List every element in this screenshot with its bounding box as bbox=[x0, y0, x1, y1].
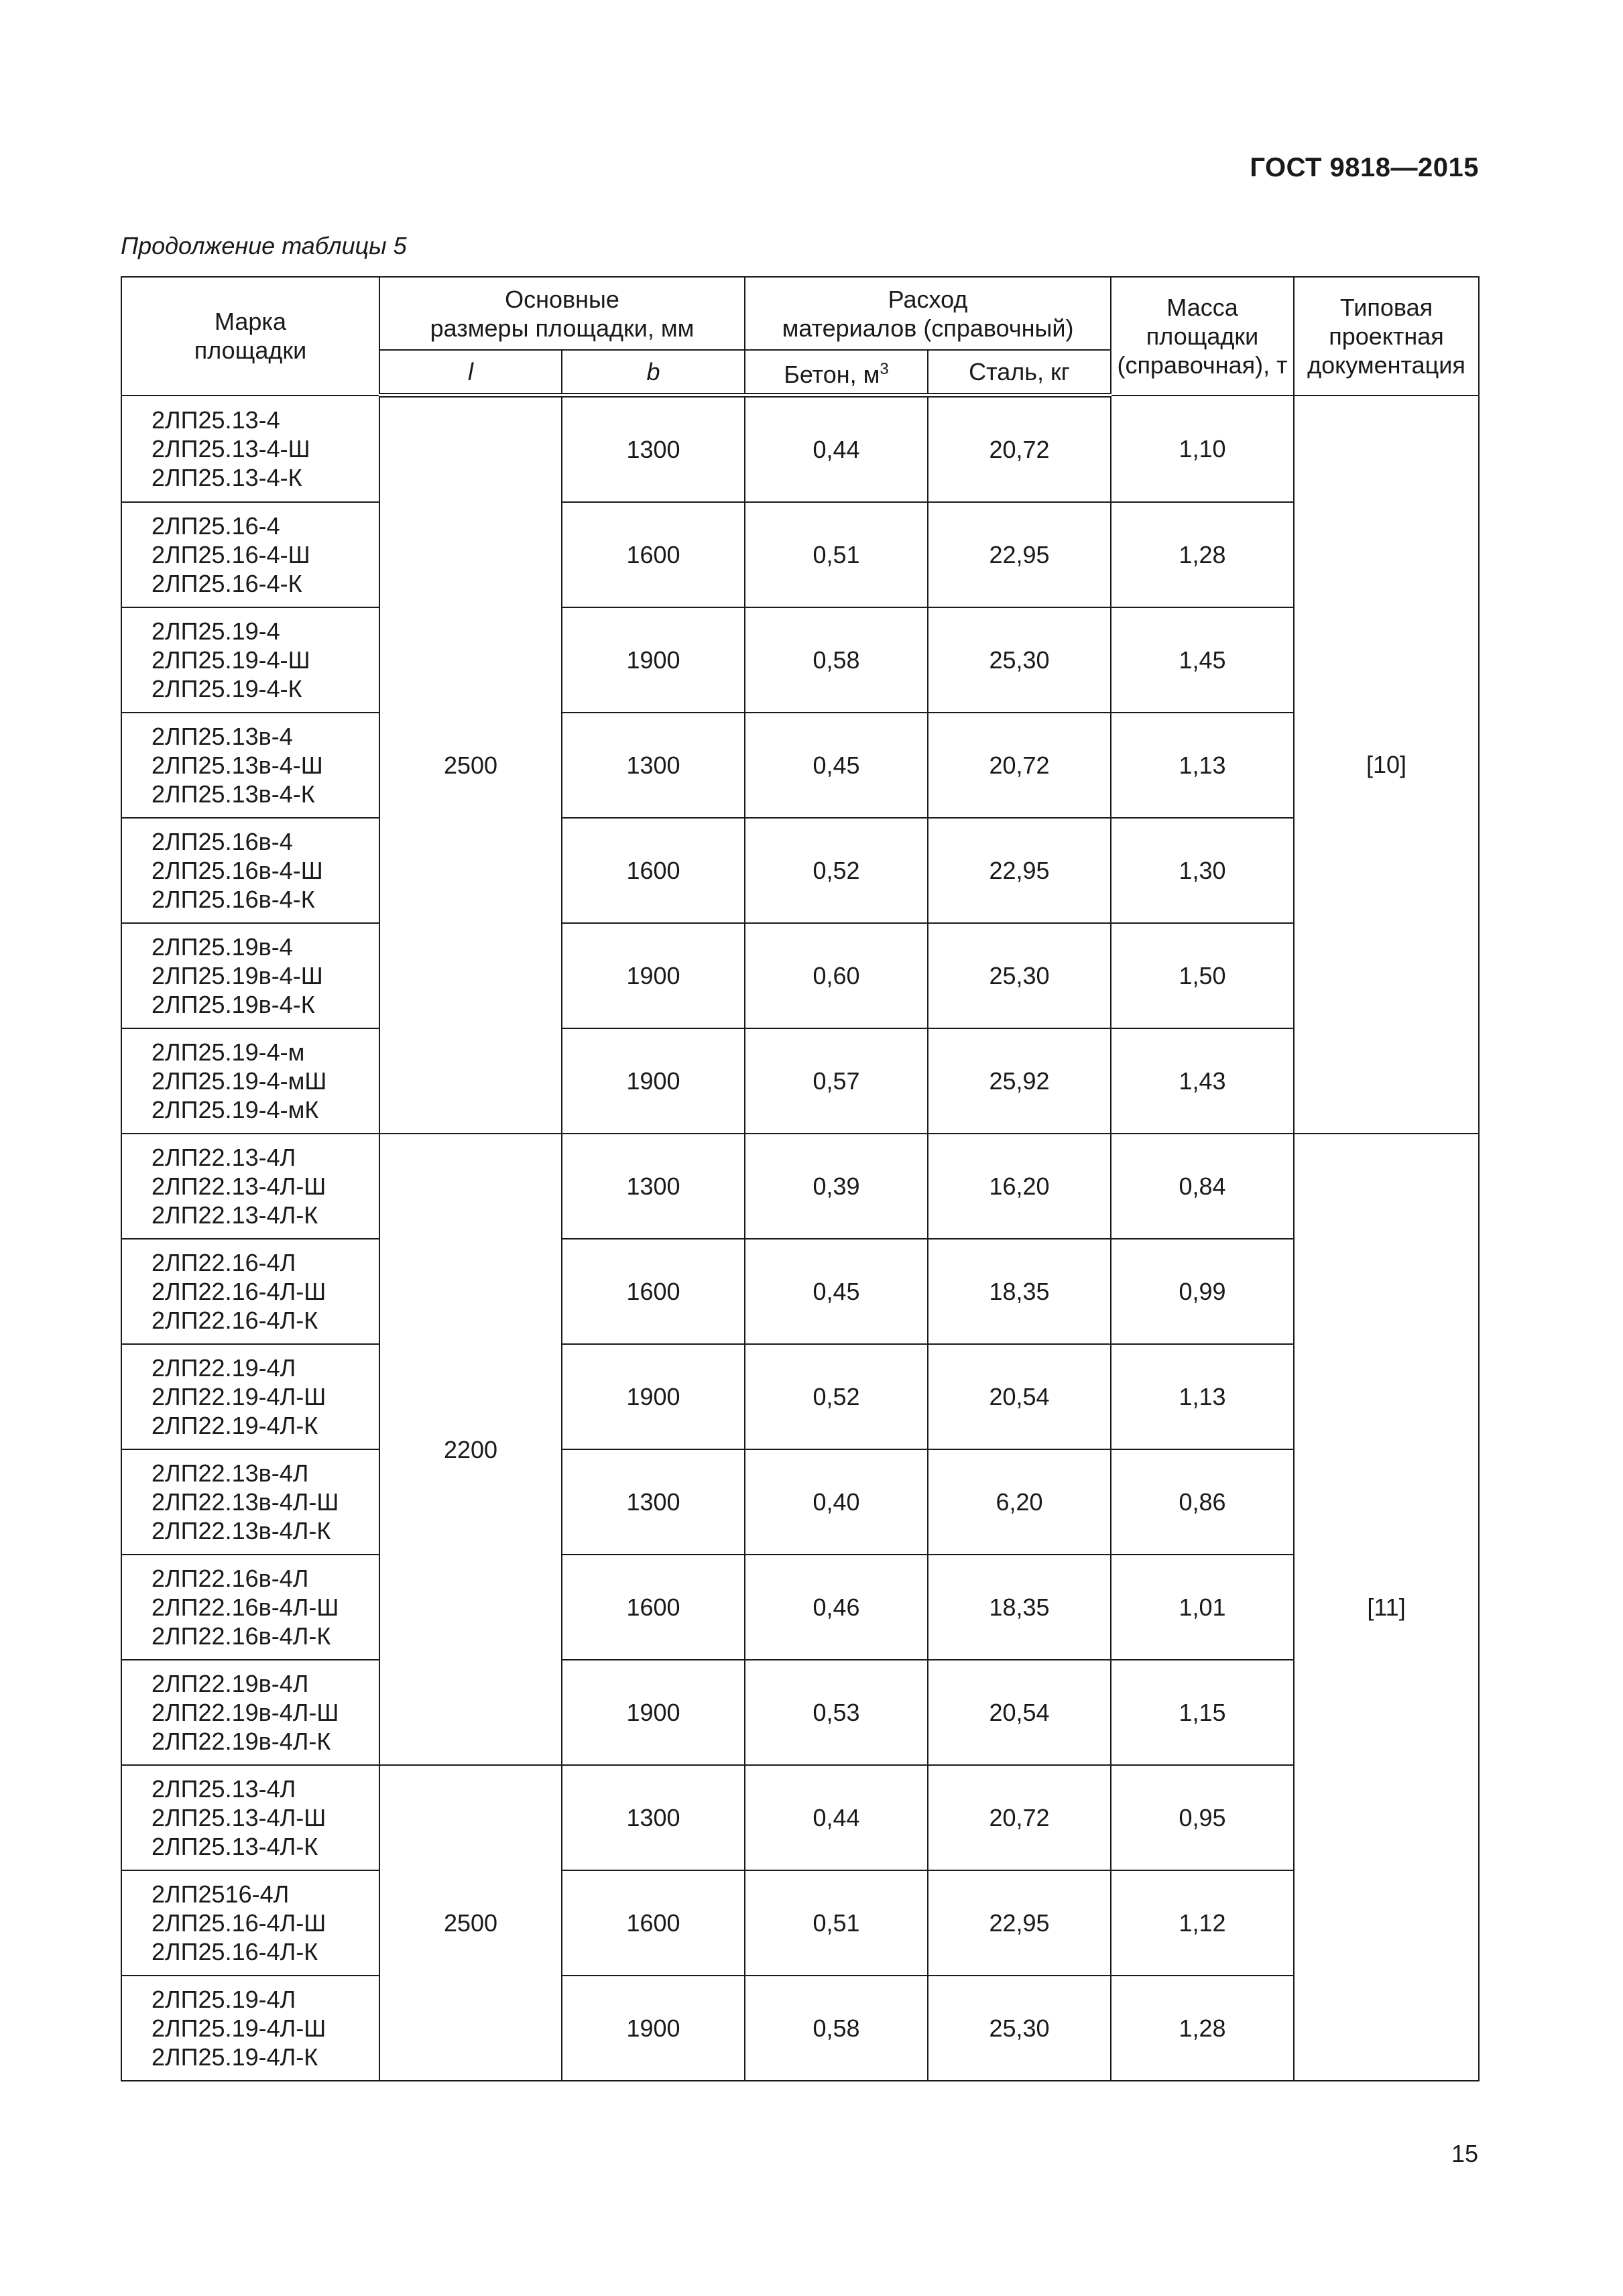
header-docs bbox=[1294, 277, 1479, 396]
header-b: b bbox=[562, 350, 745, 396]
mark-code: 2ЛП22.19-4Л-Ш bbox=[152, 1383, 326, 1410]
header-mark-line: площадки bbox=[194, 337, 307, 365]
mark-code: 2ЛП25.13в-4-Ш bbox=[152, 751, 323, 779]
header-docs-line: проектная bbox=[1329, 322, 1444, 350]
cell-mass: 1,13 bbox=[1111, 1344, 1294, 1449]
cell-b: 1900 bbox=[562, 923, 745, 1028]
cell-concrete: 0,45 bbox=[745, 713, 928, 818]
page-number: 15 bbox=[1451, 2140, 1478, 2167]
table-row bbox=[121, 713, 1479, 818]
table-row bbox=[121, 1449, 1479, 1555]
cell-mass: 1,30 bbox=[1111, 818, 1294, 923]
mark-code: 2ЛП25.13-4-К bbox=[152, 463, 302, 491]
table-caption: Продолжение таблицы 5 bbox=[121, 232, 407, 259]
cell-b: 1600 bbox=[562, 1239, 745, 1344]
header-mass-line: (справочная), т bbox=[1117, 351, 1288, 379]
cell-steel: 18,35 bbox=[928, 1555, 1111, 1660]
cell-mark bbox=[121, 1344, 379, 1449]
table-row bbox=[121, 502, 1479, 607]
cell-b: 1900 bbox=[562, 1660, 745, 1765]
cell-mass: 1,45 bbox=[1111, 607, 1294, 713]
header-mass bbox=[1111, 277, 1294, 396]
table-row bbox=[121, 923, 1479, 1028]
cell-mark bbox=[121, 1449, 379, 1555]
mark-code: 2ЛП22.16-4Л-Ш bbox=[152, 1278, 326, 1305]
header-materials bbox=[745, 277, 1111, 350]
mark-code: 2ЛП25.19-4-м bbox=[152, 1038, 305, 1066]
mark-code: 2ЛП25.16-4Л-К bbox=[152, 1938, 318, 1966]
cell-steel: 25,30 bbox=[928, 1976, 1111, 2081]
mark-code: 2ЛП25.13в-4 bbox=[152, 723, 293, 750]
cell-mark bbox=[121, 1660, 379, 1765]
cell-l: 2500 bbox=[379, 1765, 562, 2081]
mark-code: 2ЛП22.19в-4Л bbox=[152, 1670, 309, 1697]
cell-steel: 20,72 bbox=[928, 1765, 1111, 1870]
cell-b: 1600 bbox=[562, 1870, 745, 1976]
cell-l: 2200 bbox=[379, 1134, 562, 1765]
cell-concrete: 0,60 bbox=[745, 923, 928, 1028]
mark-code: 2ЛП2516-4Л bbox=[152, 1880, 290, 1908]
cell-concrete: 0,52 bbox=[745, 818, 928, 923]
table-row bbox=[121, 1344, 1479, 1449]
cell-b: 1900 bbox=[562, 1976, 745, 2081]
cell-steel: 22,95 bbox=[928, 818, 1111, 923]
cell-mark bbox=[121, 923, 379, 1028]
header-mass-line: площадки bbox=[1146, 322, 1259, 350]
cell-mark bbox=[121, 818, 379, 923]
cell-mark bbox=[121, 502, 379, 607]
table-row bbox=[121, 1976, 1479, 2081]
mark-code: 2ЛП22.13в-4Л-Ш bbox=[152, 1488, 339, 1516]
cell-mass: 0,95 bbox=[1111, 1765, 1294, 1870]
cell-concrete: 0,51 bbox=[745, 502, 928, 607]
cell-mass: 1,28 bbox=[1111, 502, 1294, 607]
cell-mark bbox=[121, 396, 379, 503]
mark-code: 2ЛП22.13-4Л-К bbox=[152, 1201, 318, 1229]
table-row bbox=[121, 607, 1479, 713]
mark-code: 2ЛП25.13-4 bbox=[152, 406, 280, 434]
cell-concrete: 0,57 bbox=[745, 1028, 928, 1134]
cell-b: 1600 bbox=[562, 1555, 745, 1660]
mark-code: 2ЛП25.19-4Л bbox=[152, 1986, 296, 2013]
mark-code: 2ЛП22.16в-4Л-К bbox=[152, 1622, 331, 1650]
header-docs-line: документация bbox=[1307, 351, 1465, 379]
cell-concrete: 0,58 bbox=[745, 1976, 928, 2081]
table-row bbox=[121, 1134, 1479, 1239]
cell-concrete: 0,39 bbox=[745, 1134, 928, 1239]
cell-b: 1600 bbox=[562, 818, 745, 923]
cell-steel: 18,35 bbox=[928, 1239, 1111, 1344]
mark-code: 2ЛП25.16-4-К bbox=[152, 570, 302, 597]
mark-code: 2ЛП25.16-4 bbox=[152, 512, 280, 540]
cell-mass: 1,12 bbox=[1111, 1870, 1294, 1976]
mark-code: 2ЛП25.19-4Л-Ш bbox=[152, 2014, 326, 2042]
cell-mass: 0,86 bbox=[1111, 1449, 1294, 1555]
mark-code: 2ЛП22.19в-4Л-К bbox=[152, 1728, 331, 1755]
cell-concrete: 0,40 bbox=[745, 1449, 928, 1555]
cell-b: 1900 bbox=[562, 607, 745, 713]
cell-mass: 1,15 bbox=[1111, 1660, 1294, 1765]
table-row bbox=[121, 818, 1479, 923]
cell-steel: 20,54 bbox=[928, 1344, 1111, 1449]
mark-code: 2ЛП25.16в-4-Ш bbox=[152, 857, 323, 884]
mark-code: 2ЛП22.13-4Л-Ш bbox=[152, 1172, 326, 1200]
table-row bbox=[121, 1555, 1479, 1660]
cell-mark bbox=[121, 1134, 379, 1239]
cell-steel: 25,30 bbox=[928, 923, 1111, 1028]
cell-b: 1300 bbox=[562, 1765, 745, 1870]
cell-mass: 1,10 bbox=[1111, 396, 1294, 503]
cell-concrete: 0,52 bbox=[745, 1344, 928, 1449]
cell-mark bbox=[121, 1028, 379, 1134]
header-l: l bbox=[379, 350, 562, 396]
header-materials-line: материалов (справочный) bbox=[782, 314, 1074, 342]
header-mark bbox=[121, 277, 379, 396]
cell-steel: 16,20 bbox=[928, 1134, 1111, 1239]
mark-code: 2ЛП25.19-4 bbox=[152, 617, 280, 645]
cell-b: 1600 bbox=[562, 502, 745, 607]
cell-concrete: 0,58 bbox=[745, 607, 928, 713]
header-main-dims-line: Основные bbox=[505, 285, 619, 313]
cell-mark bbox=[121, 1555, 379, 1660]
table-header bbox=[121, 277, 1479, 396]
header-docs-line: Типовая bbox=[1339, 293, 1433, 321]
mark-code: 2ЛП25.19в-4-Ш bbox=[152, 962, 323, 989]
cell-concrete: 0,46 bbox=[745, 1555, 928, 1660]
cell-mark bbox=[121, 607, 379, 713]
mark-code: 2ЛП25.16в-4 bbox=[152, 828, 293, 855]
cell-mark bbox=[121, 1239, 379, 1344]
cell-mass: 0,99 bbox=[1111, 1239, 1294, 1344]
cell-b: 1900 bbox=[562, 1344, 745, 1449]
cell-b: 1300 bbox=[562, 1134, 745, 1239]
mark-code: 2ЛП22.16в-4Л bbox=[152, 1565, 309, 1592]
mark-code: 2ЛП25.13в-4-К bbox=[152, 780, 315, 808]
cell-concrete: 0,44 bbox=[745, 396, 928, 503]
table-row bbox=[121, 1765, 1479, 1870]
cell-concrete: 0,45 bbox=[745, 1239, 928, 1344]
cell-mark bbox=[121, 1976, 379, 2081]
mark-code: 2ЛП25.16-4-Ш bbox=[152, 541, 310, 568]
cell-steel: 22,95 bbox=[928, 1870, 1111, 1976]
cell-steel: 20,72 bbox=[928, 713, 1111, 818]
mark-code: 2ЛП25.16в-4-К bbox=[152, 886, 315, 913]
table-row bbox=[121, 396, 1479, 503]
cell-mark bbox=[121, 1765, 379, 1870]
cell-docs: [11] bbox=[1294, 1134, 1479, 2081]
mark-code: 2ЛП22.16-4Л bbox=[152, 1249, 296, 1276]
cell-b: 1900 bbox=[562, 1028, 745, 1134]
header-mass-line: Масса bbox=[1166, 293, 1238, 321]
mark-code: 2ЛП22.13в-4Л-К bbox=[152, 1517, 331, 1545]
mark-code: 2ЛП22.13-4Л bbox=[152, 1144, 296, 1171]
cell-b: 1300 bbox=[562, 396, 745, 503]
mark-code: 2ЛП25.16-4Л-Ш bbox=[152, 1909, 326, 1937]
header-concrete bbox=[745, 350, 928, 396]
header-main-dims-line: размеры площадки, мм bbox=[430, 314, 695, 342]
header-materials-line: Расход bbox=[888, 285, 968, 313]
mark-code: 2ЛП25.19-4Л-К bbox=[152, 2043, 318, 2071]
header-mark-line: Марка bbox=[215, 308, 286, 336]
cell-mass: 1,13 bbox=[1111, 713, 1294, 818]
cell-steel: 25,92 bbox=[928, 1028, 1111, 1134]
mark-code: 2ЛП25.19-4-мШ bbox=[152, 1067, 327, 1095]
mark-code: 2ЛП25.13-4-Ш bbox=[152, 434, 310, 463]
mark-code: 2ЛП22.19-4Л bbox=[152, 1354, 296, 1382]
cell-l: 2500 bbox=[379, 396, 562, 1134]
cell-steel: 22,95 bbox=[928, 502, 1111, 607]
mark-code: 2ЛП22.19в-4Л-Ш bbox=[152, 1699, 339, 1726]
cell-mark bbox=[121, 713, 379, 818]
cell-mark bbox=[121, 1870, 379, 1976]
cell-concrete: 0,53 bbox=[745, 1660, 928, 1765]
mark-code: 2ЛП25.19в-4-К bbox=[152, 991, 315, 1018]
header-concrete-label: Бетон, м bbox=[784, 361, 880, 388]
cell-mass: 0,84 bbox=[1111, 1134, 1294, 1239]
header-steel: Сталь, кг bbox=[928, 350, 1111, 396]
cell-mass: 1,28 bbox=[1111, 1976, 1294, 2081]
table-row bbox=[121, 1870, 1479, 1976]
platform-specs-table bbox=[121, 276, 1480, 2081]
cell-mass: 1,01 bbox=[1111, 1555, 1294, 1660]
cell-mass: 1,50 bbox=[1111, 923, 1294, 1028]
cell-b: 1300 bbox=[562, 1449, 745, 1555]
mark-code: 2ЛП25.13-4Л-К bbox=[152, 1833, 318, 1860]
mark-code: 2ЛП22.19-4Л-К bbox=[152, 1412, 318, 1439]
table-body bbox=[121, 396, 1479, 2081]
mark-code: 2ЛП25.19в-4 bbox=[152, 933, 293, 961]
mark-code: 2ЛП25.19-4-Ш bbox=[152, 646, 310, 674]
mark-code: 2ЛП22.16в-4Л-Ш bbox=[152, 1593, 339, 1621]
cell-concrete: 0,44 bbox=[745, 1765, 928, 1870]
cell-docs: [10] bbox=[1294, 396, 1479, 1134]
table-row bbox=[121, 1028, 1479, 1134]
cell-steel: 25,30 bbox=[928, 607, 1111, 713]
header-concrete-sup: 3 bbox=[880, 360, 889, 378]
mark-code: 2ЛП25.13-4Л-Ш bbox=[152, 1804, 326, 1831]
cell-steel: 6,20 bbox=[928, 1449, 1111, 1555]
cell-concrete: 0,51 bbox=[745, 1870, 928, 1976]
mark-code: 2ЛП22.13в-4Л bbox=[152, 1459, 309, 1487]
mark-code: 2ЛП25.13-4Л bbox=[152, 1775, 296, 1803]
cell-b: 1300 bbox=[562, 713, 745, 818]
mark-code: 2ЛП22.16-4Л-К bbox=[152, 1307, 318, 1334]
table-row bbox=[121, 1660, 1479, 1765]
cell-steel: 20,72 bbox=[928, 396, 1111, 503]
cell-mass: 1,43 bbox=[1111, 1028, 1294, 1134]
table-row bbox=[121, 1239, 1479, 1344]
cell-steel: 20,54 bbox=[928, 1660, 1111, 1765]
mark-code: 2ЛП25.19-4-К bbox=[152, 675, 302, 703]
standard-designation: ГОСТ 9818—2015 bbox=[1250, 153, 1479, 182]
header-main-dims bbox=[379, 277, 745, 350]
mark-code: 2ЛП25.19-4-мК bbox=[152, 1096, 319, 1124]
